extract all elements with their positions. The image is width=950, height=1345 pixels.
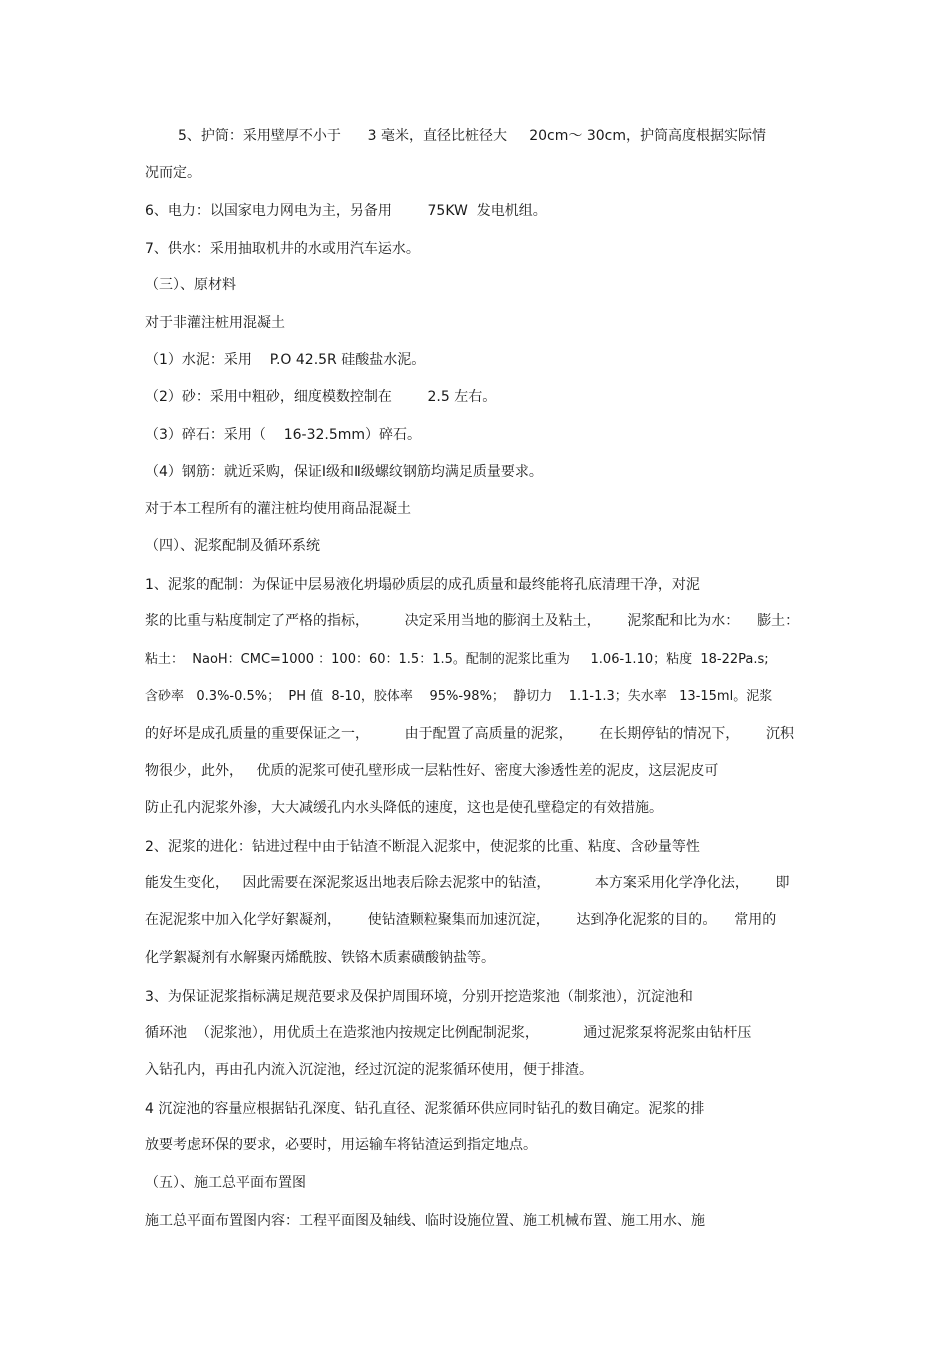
paragraph-line: 7、供水：采用抽取机井的水或用汽车运水。 bbox=[145, 241, 420, 257]
paragraph-line: 对于本工程所有的灌注桩均使用商品混凝土 bbox=[145, 501, 411, 517]
paragraph-line: （2）砂：采用中粗砂，细度模数控制在 2.5 左右。 bbox=[145, 389, 497, 405]
paragraph-line: 5、护筒：采用壁厚不小于 3 毫米，直径比桩径大 20cm～ 30cm，护筒高度根据实际情 bbox=[178, 128, 766, 144]
section-heading: （三）、原材料 bbox=[145, 277, 236, 293]
paragraph-line: 含砂率 0.3%-0.5%； PH 值 8-10，胶体率 95%-98%； 静切力 1.1-1.3；失水率 13-15ml。泥浆 bbox=[145, 689, 773, 704]
paragraph-line: 3、为保证泥浆指标满足规范要求及保护周围环境，分别开挖造浆池（制浆池），沉淀池和 bbox=[145, 989, 693, 1005]
paragraph-line: 循环池 （泥浆池），用优质土在造浆池内按规定比例配制泥浆， 通过泥浆泵将泥浆由钻杆压 bbox=[145, 1025, 752, 1041]
paragraph-line: 1、泥浆的配制：为保证中层易液化坍塌砂质层的成孔质量和最终能将孔底清理干净，对泥 bbox=[145, 577, 700, 593]
paragraph-line: 能发生变化， 因此需要在深泥浆返出地表后除去泥浆中的钻渣， 本方案采用化学净化法， 即 bbox=[145, 875, 790, 891]
paragraph-line: 的好坏是成孔质量的重要保证之一， 由于配置了高质量的泥浆， 在长期停钻的情况下， 沉积 bbox=[145, 726, 795, 742]
paragraph-line: 况而定。 bbox=[145, 165, 201, 181]
paragraph-line: （4）钢筋：就近采购，保证Ⅰ级和Ⅱ级螺纹钢筋均满足质量要求。 bbox=[145, 464, 543, 480]
paragraph-line: 放要考虑环保的要求，必要时，用运输车将钻渣运到指定地点。 bbox=[145, 1137, 537, 1153]
paragraph-line: （1）水泥：采用 P.O 42.5R 硅酸盐水泥。 bbox=[145, 352, 426, 368]
paragraph-line: 浆的比重与粘度制定了严格的指标， 决定采用当地的膨润土及粘土， 泥浆配和比为水： 膨土： bbox=[145, 613, 800, 629]
paragraph-line: 粘土： NaoH：CMC=1000 ：100：60：1.5：1.5。配制的泥浆比重为 1.06-1.10；粘度 18-22Pa.s; bbox=[145, 652, 769, 667]
paragraph-line: 6、电力：以国家电力网电为主，另备用 75KW 发电机组。 bbox=[145, 203, 547, 219]
paragraph-line: 在泥泥浆中加入化学好絮凝剂， 使钻渣颗粒聚集而加速沉淀， 达到净化泥浆的目的。 常用的 bbox=[145, 912, 777, 928]
section-heading: （五）、施工总平面布置图 bbox=[145, 1175, 306, 1191]
paragraph-line: 入钻孔内，再由孔内流入沉淀池，经过沉淀的泥浆循环使用，便于排渣。 bbox=[145, 1062, 593, 1078]
paragraph-line: 2、泥浆的进化：钻进过程中由于钻渣不断混入泥浆中，使泥浆的比重、粘度、含砂量等性 bbox=[145, 839, 700, 855]
paragraph-line: （3）碎石：采用（ 16-32.5mm）碎石。 bbox=[145, 427, 422, 443]
section-heading: （四）、泥浆配制及循环系统 bbox=[145, 538, 320, 554]
paragraph-line: 物很少，此外， 优质的泥浆可使孔壁形成一层粘性好、密度大渗透性差的泥皮，这层泥皮可 bbox=[145, 763, 719, 779]
paragraph-line: 施工总平面布置图内容：工程平面图及轴线、临时设施位置、施工机械布置、施工用水、施 bbox=[145, 1213, 705, 1229]
paragraph-line: 4 沉淀池的容量应根据钻孔深度、钻孔直径、泥浆循环供应同时钻孔的数目确定。泥浆的排 bbox=[145, 1101, 705, 1117]
paragraph-line: 防止孔内泥浆外渗，大大减缓孔内水头降低的速度，这也是使孔壁稳定的有效措施。 bbox=[145, 800, 663, 816]
paragraph-line: 对于非灌注桩用混凝土 bbox=[145, 315, 285, 331]
paragraph-line: 化学絮凝剂有水解聚丙烯酰胺、铁铬木质素磺酸钠盐等。 bbox=[145, 950, 495, 966]
